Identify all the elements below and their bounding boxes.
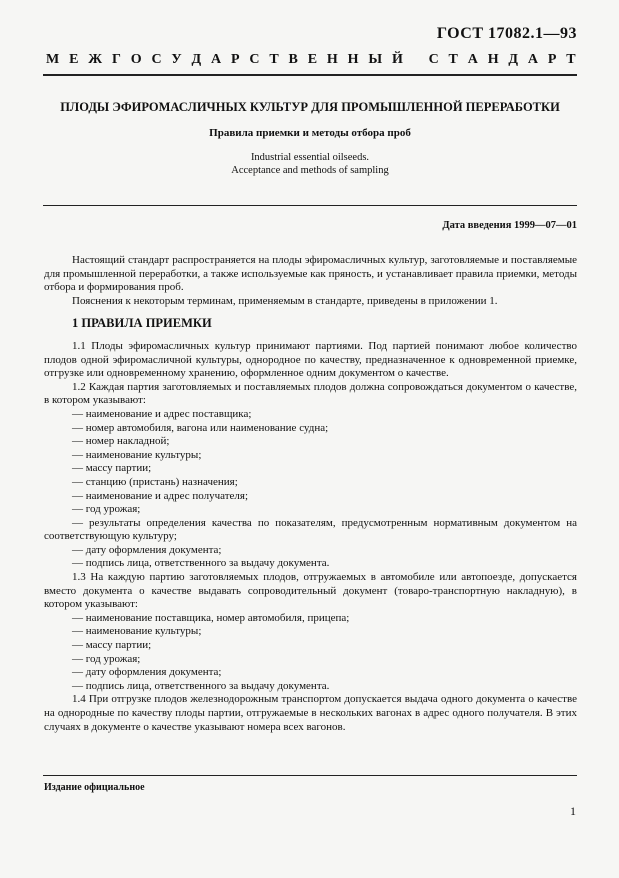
title-divider	[43, 205, 577, 206]
footer-divider	[43, 775, 577, 776]
clause-1-3: 1.3 На каждую партию заготовляемых плодов, отгружаемых в автомобиле или автопоезде, допускается вместо документа о качестве выдавать сопроводительный документ (товаро-транспортную накладную), в котором указывают:	[44, 571, 577, 611]
banner-letter: Р	[547, 52, 557, 67]
document-title: ПЛОДЫ ЭФИРОМАСЛИЧНЫХ КУЛЬТУР ДЛЯ ПРОМЫШЛЕННОЙ ПЕРЕРАБОТКИ	[60, 100, 560, 114]
list-item: — номер автомобиля, вагона или наименование судна;	[72, 421, 329, 434]
banner-letter: Н	[347, 52, 359, 67]
clause-1-1: 1.1 Плоды эфиромасличных культур принимают партиями. Под партией понимают любое количество плодов одной эфиромасличной культуры, однородное по качеству, предназначенное к одновременной приемке, отгрузке или одновременному хранению, оформленное одним документом о качестве.	[44, 339, 577, 380]
banner-letter: Т	[566, 52, 576, 67]
document-body	[44, 254, 577, 734]
banner-letter: О	[130, 52, 142, 67]
banner-letter: М	[46, 52, 60, 67]
banner-letter: А	[527, 52, 539, 67]
list-item: — наименование и адрес получателя;	[72, 489, 249, 502]
list-item: — наименование и адрес поставщика;	[72, 407, 252, 420]
list-item: — год урожая;	[72, 503, 141, 516]
english-title-line-1: Industrial essential oilseeds.	[250, 152, 370, 163]
banner-letter: Е	[307, 52, 318, 67]
list-item: — наименование культуры;	[72, 448, 202, 461]
banner-letter: Н	[326, 52, 338, 67]
banner-letter: Г	[111, 52, 121, 67]
english-title-line-2: Acceptance and methods of sampling	[231, 165, 389, 176]
list-item: — дату оформления документа;	[72, 666, 222, 679]
clause-1-4: 1.4 При отгрузке плодов железнодорожным транспортом допускается выдача одного документа о качестве на однородные по качеству плоды партии, отгружаемые в нескольких вагонах в адрес одного получателя. В этих случаях в документе о качестве указывают номера всех вагонов.	[44, 693, 577, 733]
banner-letter: Д	[191, 52, 202, 67]
list-item: — подпись лица, ответственного за выдачу документа.	[72, 557, 330, 570]
list-item: — результаты определения качества по показателям, предусмотренным нормативным документом на соответствующую культуру;	[44, 516, 577, 543]
list-item: — номер накладной;	[72, 435, 170, 448]
list-item: — год урожая;	[72, 652, 141, 665]
list-item: — наименование культуры;	[72, 625, 202, 638]
clause-1-2-list	[44, 408, 577, 517]
banner-letter: Е	[69, 52, 79, 67]
banner-letter: Р	[230, 52, 240, 67]
list-item: — наименование поставщика, номер автомобиля, прицепа;	[72, 611, 350, 624]
banner-letter: Т	[269, 52, 279, 67]
list-item: — дату оформления документа;	[72, 543, 222, 556]
list-item: — станцию (пристань) назначения;	[72, 475, 238, 488]
gost-identifier: ГОСТ 17082.1—93	[436, 25, 577, 42]
clause-1-2-list-tail	[44, 544, 577, 571]
banner-letter: Ж	[88, 52, 103, 67]
interstate-standard-banner	[46, 52, 576, 68]
banner-letter: А	[467, 52, 478, 67]
english-title	[43, 151, 577, 177]
banner-letter: Т	[448, 52, 458, 67]
banner-letter: У	[171, 52, 182, 67]
banner-letter: Й	[391, 52, 403, 67]
banner-letter: Н	[487, 52, 499, 67]
banner-letter: С	[249, 52, 260, 67]
section-heading: 1 ПРАВИЛА ПРИЕМКИ	[72, 316, 212, 331]
banner-letter: С	[151, 52, 162, 67]
official-edition-note: Издание официальное	[44, 782, 145, 793]
intro-paragraph-2: Пояснения к некоторым терминам, применяемым в стандарте, приведены в приложении 1.	[72, 294, 498, 307]
page-number: 1	[570, 804, 576, 818]
intro-paragraph-1: Настоящий стандарт распространяется на плоды эфиромасличных культур, заготовляемые и поставляемые для промышленной переработки, а также используемые как пряность, и устанавливает правила приемки, методы отбора и формирования проб.	[44, 254, 577, 294]
list-item: — подпись лица, ответственного за выдачу документа.	[72, 679, 330, 692]
header-divider	[43, 74, 577, 76]
list-item: — массу партии;	[72, 639, 152, 652]
clause-1-2: 1.2 Каждая партия заготовляемых и поставляемых плодов должна сопровождаться документом о качестве, в котором указывают:	[44, 380, 577, 407]
banner-gap	[413, 52, 419, 68]
banner-letter: В	[288, 52, 298, 67]
introduction-date: Дата введения 1999—07—01	[442, 220, 577, 231]
banner-letter: Д	[508, 52, 519, 67]
banner-letter: Ы	[368, 52, 383, 67]
banner-letter: А	[211, 52, 222, 67]
clause-1-3-list	[44, 612, 577, 694]
document-subtitle: Правила приемки и методы отбора проб	[209, 127, 411, 139]
list-item: — массу партии;	[72, 462, 152, 475]
banner-letter: С	[428, 52, 439, 67]
